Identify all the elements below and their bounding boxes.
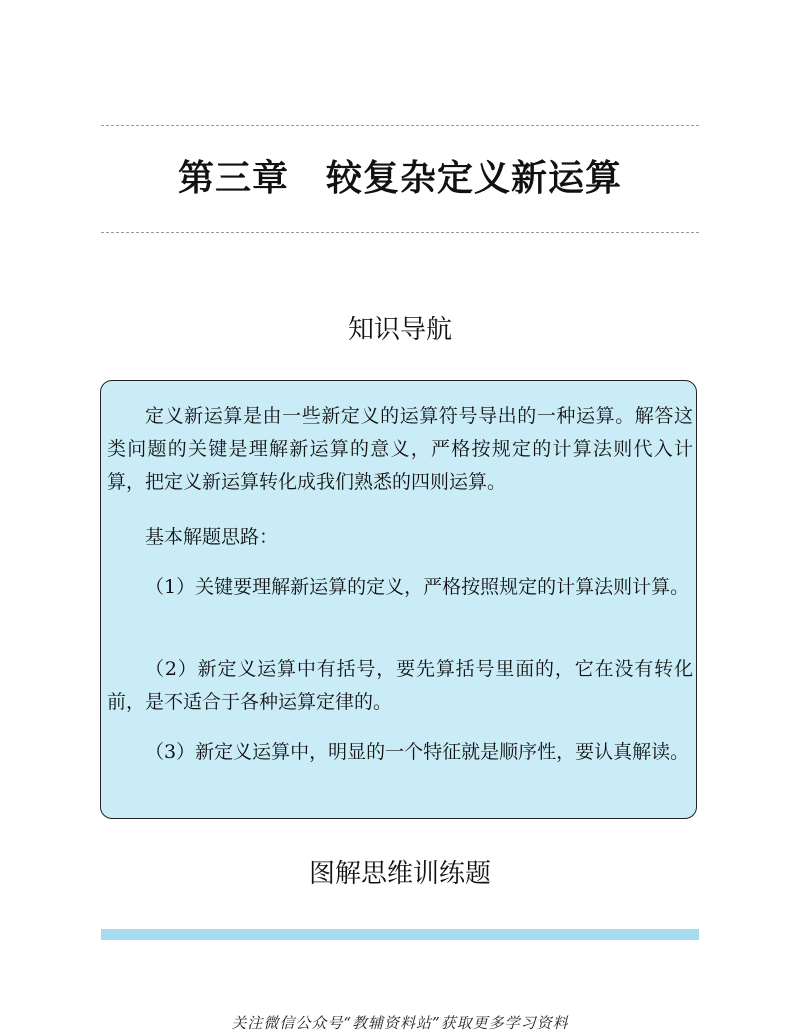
intro-paragraph: 定义新运算是由一些新定义的运算符号导出的一种运算。解答这类问题的关键是理解新运算的意义，严格按规定的计算法则代入计算，把定义新运算转化成我们熟悉的四则运算。 bbox=[107, 405, 693, 493]
steps-label: 基本解题思路： bbox=[145, 526, 279, 548]
chapter-title: 第三章 较复杂定义新运算 bbox=[177, 157, 622, 199]
footer-note: 关注微信公众号“教辅资料站”获取更多学习资料 bbox=[231, 1014, 569, 1032]
step-3-paragraph: （3）新定义运算中，明显的一个特征就是顺序性，要认真解读。 bbox=[145, 741, 690, 763]
step-1-paragraph: （1）关键要理解新运算的定义，严格按照规定的计算法则计算。 bbox=[145, 576, 690, 598]
bottom-dashed-divider bbox=[101, 232, 699, 233]
top-dashed-divider bbox=[101, 125, 699, 126]
knowledge-box bbox=[100, 380, 697, 819]
practice-heading: 图解思维训练题 bbox=[308, 859, 491, 889]
decorative-blue-bar bbox=[101, 929, 699, 940]
step-2-paragraph: （2）新定义运算中有括号，要先算括号里面的，它在没有转化前，是不适合于各种运算定律的。 bbox=[107, 658, 693, 713]
knowledge-navigation-heading: 知识导航 bbox=[347, 315, 452, 345]
